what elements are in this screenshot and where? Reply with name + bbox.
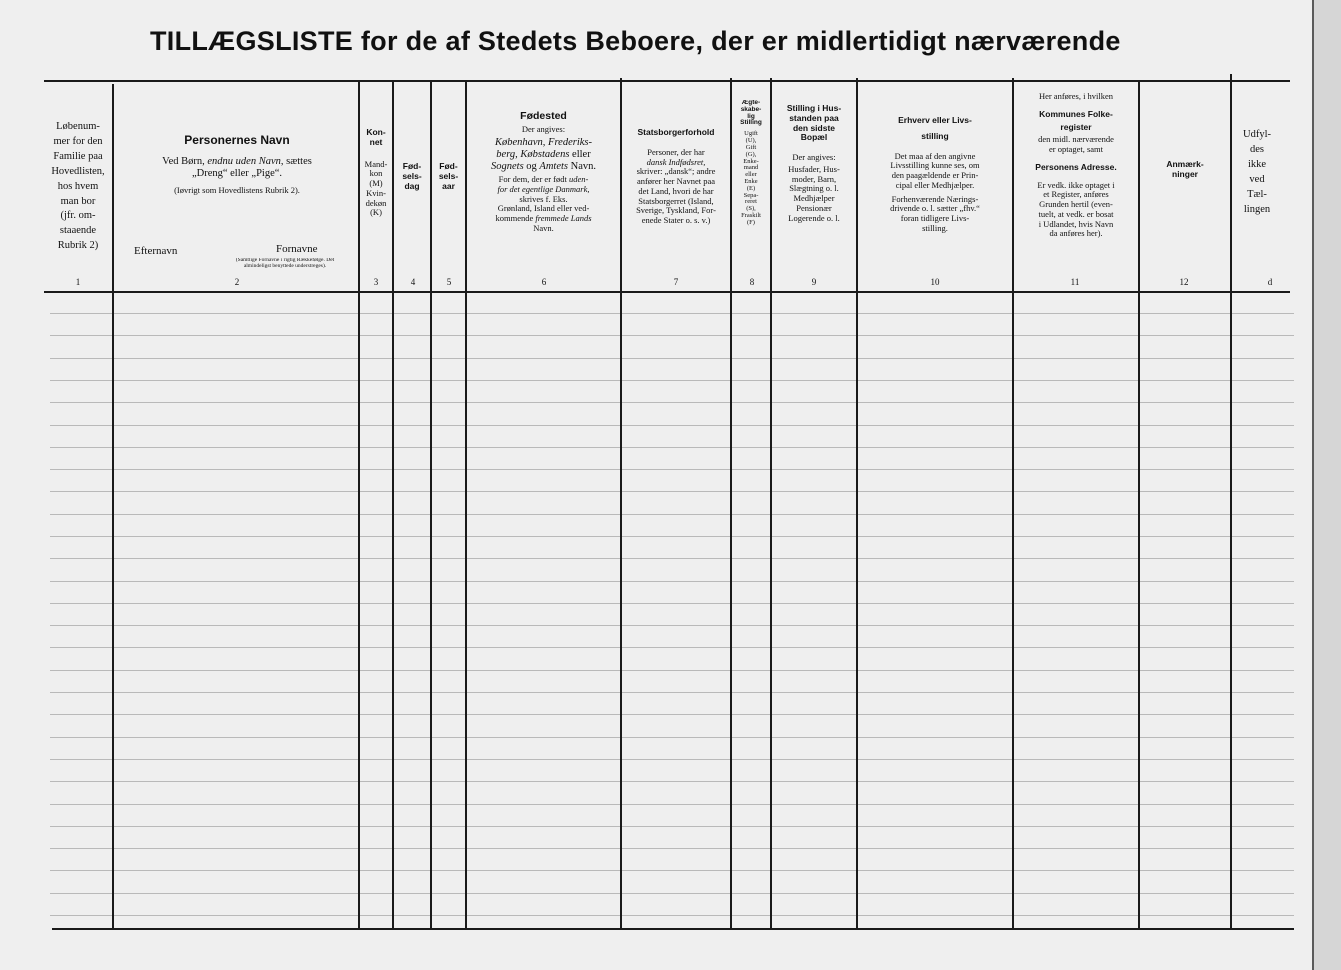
col11-header: Her anføres, i hvilken Kommunes Folke- register den midl. nærværende er optaget, samt Personens Adresse. Er vedk. ikke optaget i et Register, anføres Grunden hertil (even- tuelt, at vedk. er bosat i Udlandet, hvis Navn da anføres her). [1035,92,1117,239]
col10-header: Erhverv eller Livs- stilling Det maa af den angivne Livsstilling kunne ses, om den paagældende er Prin- cipal eller Medhjælper. Forhenværende Nærings- drivende o. l. sætter „fhv.“ foran tidligere Livs- stilling. [890,116,980,233]
ruled-row-line [50,737,1294,738]
col1-number: 1 [75,277,81,287]
col1-header: Løbenum- mer for den Familie paa Hovedlisten, hos hvem man bor (jfr. om- staaende Rubrik 2) [51,121,105,252]
col4-number: 4 [410,277,416,287]
ruled-row-line [50,670,1294,671]
col3-number: 3 [373,277,379,287]
col8-number: 8 [749,277,755,287]
col5-header: Fød- sels- aar [438,162,459,191]
ruled-row-line [50,536,1294,537]
column-divider [1138,80,1140,929]
ruled-row-line [50,603,1294,604]
ruled-row-line [50,848,1294,849]
col4-header: Fød- sels- dag [402,162,422,191]
ruled-row-line [50,425,1294,426]
ruled-row-line [50,647,1294,648]
ruled-row-line [50,335,1294,336]
col12-number: 12 [1179,277,1189,287]
col11-number: 11 [1070,277,1080,287]
col3-header: Kon- net Mand- kon (M) Kvin- dekøn (K) [364,128,388,218]
ruled-row-line [50,804,1294,805]
ruled-row-line [50,558,1294,559]
col13-number: d [1267,277,1273,287]
ruled-row-line [50,358,1294,359]
ruled-row-line [50,714,1294,715]
header-bottom-line [44,291,1290,293]
column-divider [392,82,394,929]
col5-number: 5 [446,277,452,287]
col9-header: Stilling i Hus- standen paa den sidste Bopæl Der angives: Husfader, Hus- moder, Barn, Slægtning o. l. Medhjælper Pensionær Logerende o. l. [786,104,842,223]
ruled-row-line [50,514,1294,515]
ruled-row-line [50,491,1294,492]
firstnames-label: Fornavne [276,243,318,255]
col12-header: Anmærk- ninger [1166,160,1204,179]
form-title: TILLÆGSLISTE for de af Stedets Beboere, der er midlertidigt nærværende [150,26,1121,56]
ruled-row-line [50,380,1294,381]
ruled-row-line [50,625,1294,626]
ruled-row-line [50,893,1294,894]
surname-label: Efternavn [134,245,178,257]
col10-number: 10 [930,277,940,287]
ruled-row-line [50,313,1294,314]
ruled-row-line [50,781,1294,782]
col13-header: Udfyl- des ikke ved Tæl- lingen [1243,129,1271,215]
ruled-row-line [50,402,1294,403]
ruled-row-line [50,759,1294,760]
ruled-row-line [50,581,1294,582]
form-bottom-line [52,928,1294,930]
col6-number: 6 [541,277,547,287]
header-top-line [44,80,1290,82]
ruled-row-line [50,915,1294,916]
col2-number: 2 [234,277,240,287]
col8-header: Ægte- skabe- lig Stilling Ugift (U), Gift (G), Enke- mand eller Enke (E) Sepa- reret (S), Fraskilt (F) [740,100,762,226]
firstnames-note: (Samtlige Fornavne i rigtig Rækkefølge. Det almindeligst benyttede understreges). [235,258,335,269]
ruled-row-line [50,692,1294,693]
col9-number: 9 [811,277,817,287]
col7-header: Statsborgerforhold Personer, der har dansk Indfødsret, skriver: „dansk“; andre anfører her Navnet paa det Land, hvori de har Statsborgerret (Island, Sverige, Tyskland, For- enede Stater o. s. v.) [636,128,716,226]
ruled-row-line [50,870,1294,871]
page-edge [1312,0,1341,970]
col2-header: Personernes Navn Ved Børn, endnu uden Navn, sættes „Dreng“ eller „Pige“. (Iøvrigt som Hovedlistens Rubrik 2). [162,134,312,195]
col6-header: Fødested Der angives: København, Frederiks- berg, Købstadens eller Sognets og Amtets Navn. For dem, der er født uden- for det egentlige Danmark, skrives f. Eks. Grønland, Island eller ved- kommende fremmede Lands Navn. [491,110,596,233]
ruled-row-line [50,826,1294,827]
ruled-row-line [50,447,1294,448]
column-divider [112,84,114,929]
column-divider [430,82,432,929]
col7-number: 7 [673,277,679,287]
ruled-row-line [50,469,1294,470]
